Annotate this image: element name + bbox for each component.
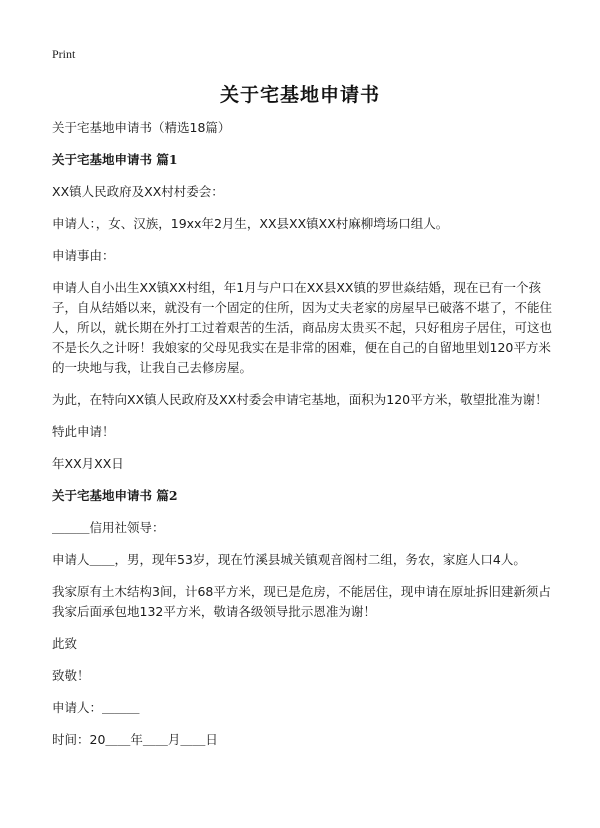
section-1-closing: 特此申请！: [52, 424, 115, 439]
section-1-date: 年XX月XX日: [52, 456, 124, 471]
section-2-body: 我家原有土木结构3间，计68平方米，现已是危房，不能居住，现申请在原址拆旧建新须占我家后面承包地132平方米，敬请各级领导批示恩准为谢！: [52, 584, 551, 619]
print-link[interactable]: Print: [52, 47, 76, 61]
page-title: 关于宅基地申请书: [219, 84, 380, 106]
section-2-closing-2: 致敬！: [52, 668, 90, 683]
section-2-salutation: ＿＿＿信用社领导：: [52, 520, 165, 535]
section-2-applicant: 申请人＿＿，男，现年53岁，现在竹溪县城关镇观音阁村二组，务农，家庭人口4人。: [52, 552, 526, 567]
section-1-heading: 关于宅基地申请书 篇1: [52, 152, 178, 167]
section-1-salutation: XX镇人民政府及XX村村委会：: [52, 184, 224, 199]
section-2-closing-1: 此致: [52, 636, 78, 651]
document-subtitle: 关于宅基地申请书（精选18篇）: [52, 120, 231, 135]
section-2-time: 时间：20＿＿年＿＿月＿＿日: [52, 732, 218, 747]
section-2-signature: 申请人：＿＿＿: [52, 700, 140, 715]
section-1-request: 为此，在特向XX镇人民政府及XX村委会申请宅基地，面积为120平方米，敬望批准为谢！: [52, 392, 548, 407]
section-1-applicant: 申请人：，女、汉族，19xx年2月生，XX县XX镇XX村麻柳塆场口组人。: [52, 216, 449, 231]
section-1-reason-body: 申请人自小出生XX镇XX村组，年1月与户口在XX县XX镇的罗世焱结婚，现在已有一个孩子，自从结婚以来，就没有一个固定的住所，因为丈夫老家的房屋早已破落不堪了，不能住人，所以，就长期在外打工过着艰苦的生活，商品房太贵买不起，只好租房子居住，可这也不是长久之计呀！我娘家的父母见我实在是非常的困难，便在自己的自留地里划120平方米的一块地与我，让我自己去修房屋。: [52, 280, 553, 375]
document-body: [52, 118, 558, 762]
section-1-reason-label: 申请事由：: [52, 248, 115, 263]
section-2-heading: 关于宅基地申请书 篇2: [52, 488, 178, 503]
